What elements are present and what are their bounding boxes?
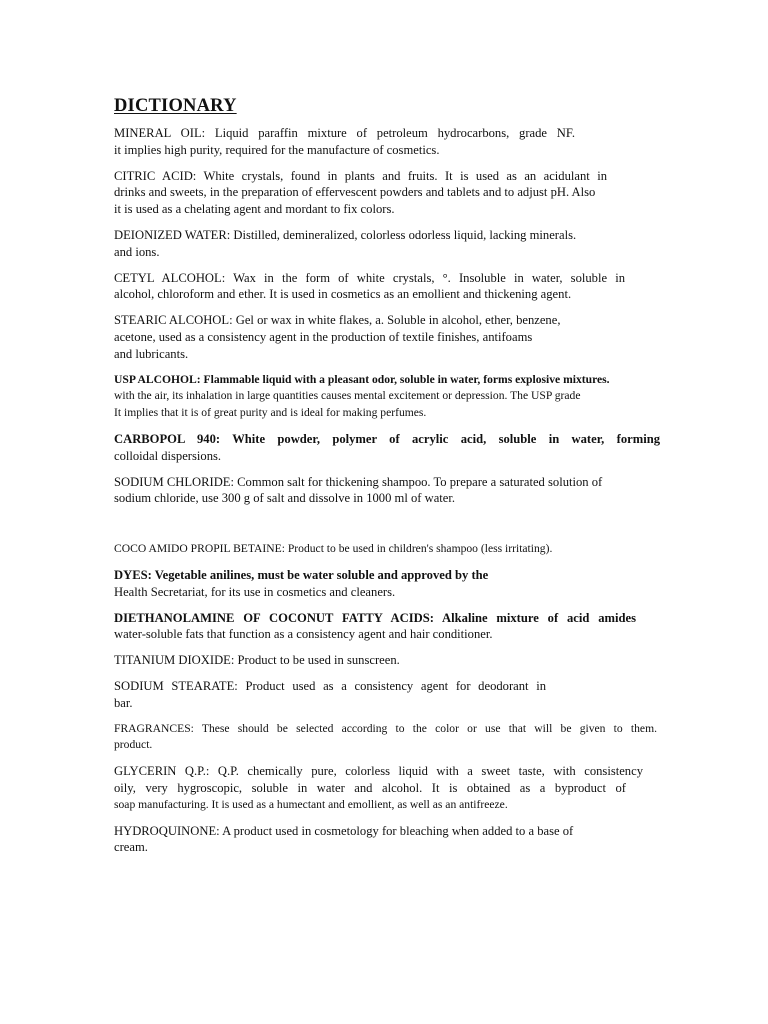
entry-line: alcohol, chloroform and ether. It is used in cosmetics as an emollient and thickening agent. xyxy=(114,287,572,302)
entry-line: product. xyxy=(114,738,153,752)
entry-line: acetone, used as a consistency agent in the production of textile finishes, antifoams xyxy=(114,329,533,344)
entry-line: MINERAL OIL: Liquid paraffin mixture of petroleum hydrocarbons, grade NF. xyxy=(114,126,575,140)
entry-line: It implies that it is of great purity and is ideal for making perfumes. xyxy=(114,406,427,420)
entry-line: with the air, its inhalation in large quantities causes mental excitement or depression. The USP grade xyxy=(114,389,581,403)
entry-line: HYDROQUINONE: A product used in cosmetology for bleaching when added to a base of xyxy=(114,823,574,838)
entry-line: and ions. xyxy=(114,244,160,259)
entry-line: soap manufacturing. It is used as a humectant and emollient, as well as an antifreeze. xyxy=(114,797,508,811)
entry-titanium-dioxide xyxy=(114,652,660,669)
entry-line: DYES: Vegetable anilines, must be water soluble and approved by the xyxy=(114,567,489,582)
entry-deionized-water xyxy=(114,227,660,261)
entry-line: DEIONIZED WATER: Distilled, demineralized, colorless odorless liquid, lacking minerals. xyxy=(114,227,577,242)
entry-line: SODIUM CHLORIDE: Common salt for thickening shampoo. To prepare a saturated solution of xyxy=(114,474,603,489)
entry-line: SODIUM STEARATE: Product used as a consistency agent for deodorant in xyxy=(114,678,546,693)
entry-line: DIETHANOLAMINE OF COCONUT FATTY ACIDS: Alkaline mixture of acid amides xyxy=(114,610,636,625)
entry-dyes xyxy=(114,567,660,601)
entry-line: USP ALCOHOL: Flammable liquid with a pleasant odor, soluble in water, forms explosive mixtures. xyxy=(114,372,610,386)
entry-line: GLYCERIN Q.P.: Q.P. chemically pure, colorless liquid with a sweet taste, with consistency xyxy=(114,764,643,779)
entry-sodium-stearate xyxy=(114,678,660,712)
document-page xyxy=(114,95,660,856)
entry-line: COCO AMIDO PROPIL BETAINE: Product to be used in children's shampoo (less irritating). xyxy=(114,542,553,556)
entry-line: CITRIC ACID: White crystals, found in plants and fruits. It is used as an acidulant in xyxy=(114,168,607,183)
entry-line: sodium chloride, use 300 g of salt and dissolve in 1000 ml of water. xyxy=(114,491,456,506)
entry-line: it is used as a chelating agent and mordant to fix colors. xyxy=(114,202,395,217)
entry-line: it implies high purity, required for the manufacture of cosmetics. xyxy=(114,142,440,157)
entry-mineral-oil xyxy=(114,125,660,159)
entry-line: FRAGRANCES: These should be selected according to the color or use that will be given to them. xyxy=(114,721,657,735)
entry-line: Health Secretariat, for its use in cosmetics and cleaners. xyxy=(114,584,396,599)
entry-usp-alcohol xyxy=(114,372,660,422)
entry-stearic-alcohol xyxy=(114,312,660,362)
entry-line: drinks and sweets, in the preparation of effervescent powders and tablets and to adjust pH. Also xyxy=(114,185,596,200)
entry-cetyl-alcohol xyxy=(114,270,660,304)
entry-diethanolamine xyxy=(114,610,660,644)
entry-glycerin xyxy=(114,763,660,813)
entry-fragrances xyxy=(114,721,660,755)
entry-citric-acid xyxy=(114,168,660,218)
entry-line: CARBOPOL 940: White powder, polymer of acrylic acid, soluble in water, forming xyxy=(114,431,660,446)
entry-line: colloidal dispersions. xyxy=(114,448,222,463)
entry-line: CETYL ALCOHOL: Wax in the form of white crystals, °. Insoluble in water, soluble in xyxy=(114,270,625,285)
entry-carbopol-940 xyxy=(114,431,660,465)
entry-line: and lubricants. xyxy=(114,346,189,361)
entry-sodium-chloride xyxy=(114,474,660,508)
entry-hydroquinone xyxy=(114,823,660,857)
page-title: DICTIONARY xyxy=(114,96,237,116)
entry-line: water-soluble fats that function as a consistency agent and hair conditioner. xyxy=(114,627,493,642)
entry-line: STEARIC ALCOHOL: Gel or wax in white flakes, a. Soluble in alcohol, ether, benzene, xyxy=(114,313,561,328)
entry-coco-amido-propil-betaine xyxy=(114,541,660,558)
entry-line: oily, very hygroscopic, soluble in water and alcohol. It is obtained as a byproduct of xyxy=(114,780,626,795)
entry-line: TITANIUM DIOXIDE: Product to be used in sunscreen. xyxy=(114,653,400,668)
entry-line: cream. xyxy=(114,840,148,855)
entry-line: bar. xyxy=(114,695,133,710)
